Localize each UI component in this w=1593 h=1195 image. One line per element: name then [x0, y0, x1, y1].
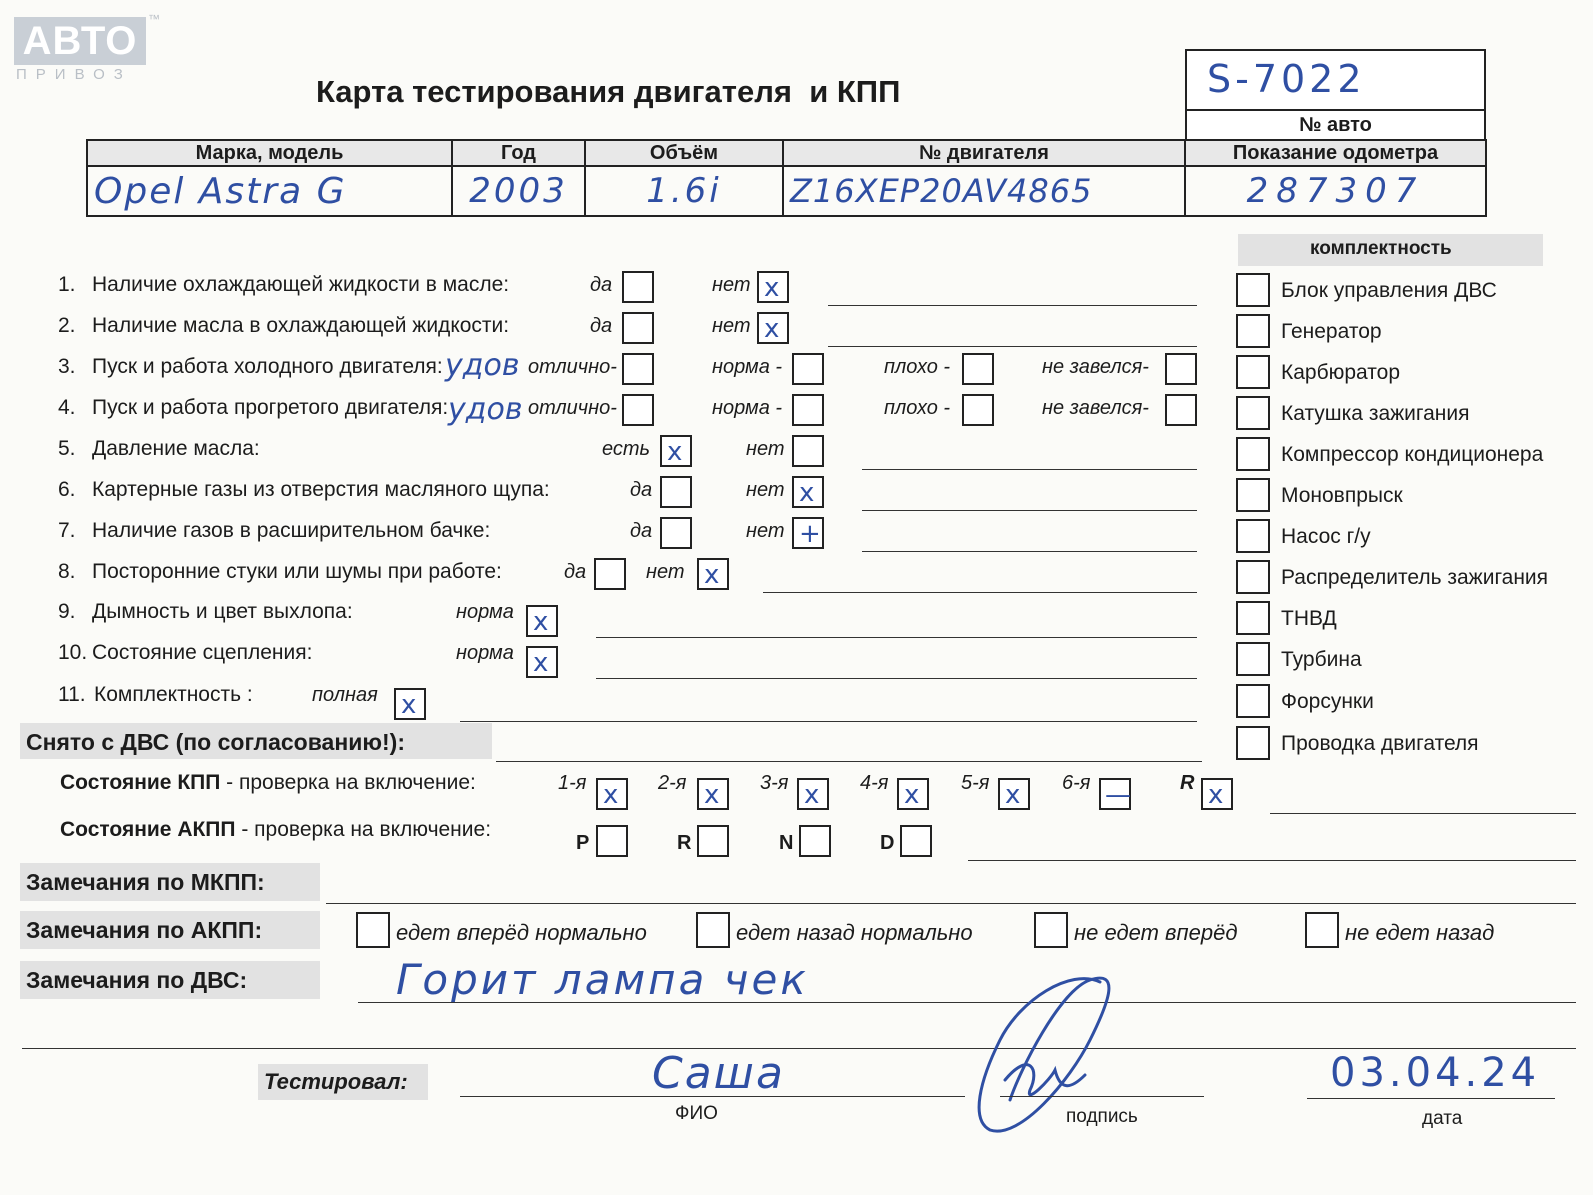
odometer-value: 287307: [1246, 171, 1425, 211]
check-3-normal-box[interactable]: [792, 353, 824, 385]
kpp-gear-6-mark: —: [1105, 780, 1131, 810]
check-9-normal-box[interactable]: [526, 605, 558, 637]
check-8-yes-box[interactable]: [594, 558, 626, 590]
check-num-5: 5.: [58, 437, 76, 460]
check-4-opt-bad: плохо -: [884, 397, 951, 419]
check-3-no-start-box[interactable]: [1165, 353, 1197, 385]
check-5-no-box[interactable]: [792, 435, 824, 467]
check-text-8: Посторонние стуки или шумы при работе:: [92, 560, 502, 583]
kpp-gear-r-box[interactable]: [1201, 778, 1233, 810]
akpp-label-rest: - проверка на включение:: [235, 818, 492, 841]
logo: [14, 17, 146, 65]
check-text-1: Наличие охлаждающей жидкости в масле:: [92, 273, 510, 296]
auto-number-box: [1185, 49, 1486, 141]
fio-label: ФИО: [675, 1103, 718, 1124]
akpp-label-bold: Состояние АКПП: [60, 818, 236, 841]
remarks-dvs-label: Замечания по ДВС:: [26, 967, 248, 993]
kpp-gear-r: R: [1180, 772, 1195, 794]
check-2-yes-box[interactable]: [622, 312, 654, 344]
kpp-gear-5-mark: x: [1005, 780, 1021, 810]
akpp-no-forward-box[interactable]: [1034, 912, 1068, 948]
check-num-1: 1.: [58, 273, 76, 296]
kpp-gear-1-box[interactable]: [596, 778, 628, 810]
check-1-opt-yes: да: [590, 274, 613, 296]
akpp-forward-ok-box[interactable]: [356, 912, 390, 948]
check-1-opt-no: нет: [712, 274, 751, 296]
check-2-mark: x: [764, 314, 780, 344]
check-7-opt-yes: да: [630, 520, 653, 542]
remarks-mkpp-label: Замечания по МКПП:: [26, 869, 265, 895]
check-11-opt-full: полная: [312, 684, 378, 706]
completeness-box-7[interactable]: [1236, 519, 1270, 553]
check-10-normal-box[interactable]: [526, 646, 558, 678]
engine-no-value: Z16XEP20AV4865: [790, 172, 1093, 210]
page-title: Карта тестирования двигателя и КПП: [316, 74, 901, 109]
completeness-box-10[interactable]: [1236, 642, 1270, 676]
check-text-10: Состояние сцепления:: [92, 641, 313, 664]
check-num-9: 9.: [58, 600, 76, 623]
akpp-label: [60, 818, 491, 842]
kpp-gear-3: 3-я: [760, 772, 789, 794]
check-4-no-start-box[interactable]: [1165, 394, 1197, 426]
header-volume: Объём: [585, 140, 783, 166]
akpp-p-box[interactable]: [596, 825, 628, 857]
check-3-bad-box[interactable]: [962, 353, 994, 385]
check-3-opt-excellent: отлично-: [528, 356, 617, 378]
kpp-gear-5-box[interactable]: [998, 778, 1030, 810]
tester-name: Саша: [652, 1048, 785, 1099]
kpp-gear-3-box[interactable]: [797, 778, 829, 810]
check-8-no-box[interactable]: [697, 558, 729, 590]
akpp-forward-ok: едет вперёд нормально: [396, 920, 647, 945]
check-num-11: 11.: [58, 683, 86, 706]
check-6-opt-yes: да: [630, 479, 653, 501]
removed-label: Снято с ДВС (по согласованию!):: [26, 729, 405, 755]
make-model-value: Opel Astra G: [94, 170, 347, 212]
date-label: дата: [1422, 1108, 1463, 1129]
check-6-yes-box[interactable]: [660, 476, 692, 508]
remarks-dvs-note: Горит лампа чек: [396, 955, 809, 1004]
check-11-mark: x: [401, 690, 417, 720]
header-make-model: Марка, модель: [87, 140, 452, 166]
completeness-box-5[interactable]: [1236, 437, 1270, 471]
akpp-r-box[interactable]: [697, 825, 729, 857]
check-3-opt-bad: плохо -: [884, 356, 951, 378]
akpp-d-box[interactable]: [900, 825, 932, 857]
logo-subtext: ПРИВОЗ: [16, 66, 132, 83]
check-text-5: Давление масла:: [92, 437, 260, 460]
check-text-4: Пуск и работа прогретого двигателя:: [92, 396, 449, 419]
check-num-2: 2.: [58, 314, 76, 337]
akpp-pos-d: D: [880, 832, 895, 854]
check-4-bad-box[interactable]: [962, 394, 994, 426]
check-4-excellent-box[interactable]: [622, 394, 654, 426]
kpp-gear-3-mark: x: [804, 780, 820, 810]
check-9-mark: x: [533, 607, 549, 637]
check-5-opt-no: нет: [746, 438, 785, 460]
header-year: Год: [452, 140, 585, 166]
completeness-box-1[interactable]: [1236, 273, 1270, 307]
check-7-no-box[interactable]: [792, 517, 824, 549]
akpp-pos-n: N: [779, 832, 794, 854]
kpp-gear-4: 4-я: [860, 772, 889, 794]
kpp-label: [60, 771, 476, 795]
completeness-item-6: Моновпрыск: [1281, 484, 1403, 507]
check-5-mark: x: [667, 437, 683, 467]
completeness-item-7: Насос г/у: [1281, 525, 1371, 548]
completeness-box-4[interactable]: [1236, 396, 1270, 430]
check-7-mark: +: [799, 519, 821, 549]
kpp-gear-r-mark: x: [1208, 780, 1224, 810]
logo-tm: ™: [148, 12, 160, 26]
check-3-note: удов: [445, 348, 520, 383]
check-4-opt-excellent: отлично-: [528, 397, 617, 419]
check-6-mark: x: [799, 478, 815, 508]
year-value: 2003: [469, 171, 568, 211]
check-num-10: 10.: [58, 641, 88, 664]
completeness-box-9[interactable]: [1236, 601, 1270, 635]
completeness-item-2: Генератор: [1281, 320, 1382, 343]
completeness-item-11: Форсунки: [1281, 690, 1374, 713]
kpp-label-bold: Состояние КПП: [60, 771, 221, 794]
check-1-mark: x: [764, 273, 780, 303]
akpp-reverse-ok-box[interactable]: [696, 912, 730, 948]
check-num-3: 3.: [58, 355, 76, 378]
test-date: 03.04.24: [1330, 1050, 1541, 1096]
check-3-opt-no-start: не завелся-: [1042, 356, 1149, 378]
kpp-label-rest: - проверка на включение:: [220, 771, 476, 794]
header-odometer: Показание одометра: [1185, 140, 1486, 166]
check-4-opt-normal: норма -: [712, 397, 783, 419]
kpp-gear-4-mark: x: [904, 780, 920, 810]
check-4-opt-no-start: не завелся-: [1042, 397, 1149, 419]
completeness-item-4: Катушка зажигания: [1281, 402, 1470, 425]
kpp-gear-6-box[interactable]: [1099, 778, 1131, 810]
completeness-box-12[interactable]: [1236, 726, 1270, 760]
kpp-gear-1: 1-я: [558, 772, 587, 794]
akpp-reverse-ok: едет назад нормально: [736, 920, 973, 945]
check-3-excellent-box[interactable]: [622, 353, 654, 385]
check-2-no-box[interactable]: [757, 312, 789, 344]
kpp-gear-1-mark: x: [603, 780, 619, 810]
volume-value: 1.6i: [646, 171, 722, 211]
check-8-opt-no: нет: [646, 561, 685, 583]
completeness-box-2[interactable]: [1236, 314, 1270, 348]
completeness-item-5: Компрессор кондиционера: [1281, 443, 1544, 466]
check-text-11: Комплектность :: [94, 683, 253, 706]
check-8-mark: x: [704, 560, 720, 590]
check-text-9: Дымность и цвет выхлопа:: [92, 600, 353, 623]
check-9-opt-normal: норма: [456, 601, 514, 623]
check-7-yes-box[interactable]: [660, 517, 692, 549]
check-3-opt-normal: норма -: [712, 356, 783, 378]
check-2-opt-yes: да: [590, 315, 613, 337]
check-1-no-box[interactable]: [757, 271, 789, 303]
tested-label: Тестировал:: [264, 1069, 408, 1094]
logo-text: АВТО: [22, 19, 138, 63]
check-11-full-box[interactable]: [394, 688, 426, 720]
completeness-title: комплектность: [1310, 238, 1452, 259]
completeness-box-6[interactable]: [1236, 478, 1270, 512]
completeness-item-9: ТНВД: [1281, 607, 1337, 630]
kpp-gear-4-box[interactable]: [897, 778, 929, 810]
check-4-note: удов: [448, 392, 523, 427]
akpp-no-reverse-box[interactable]: [1305, 912, 1339, 948]
completeness-item-12: Проводка двигателя: [1281, 732, 1479, 755]
check-6-opt-no: нет: [746, 479, 785, 501]
check-text-7: Наличие газов в расширительном бачке:: [92, 519, 491, 542]
completeness-item-10: Турбина: [1281, 648, 1362, 671]
check-num-8: 8.: [58, 560, 76, 583]
header-engine-no: № двигателя: [783, 140, 1185, 166]
check-1-yes-box[interactable]: [622, 271, 654, 303]
check-8-opt-yes: да: [564, 561, 587, 583]
remarks-akpp-label: Замечания по АКПП:: [26, 917, 263, 943]
check-num-7: 7.: [58, 519, 76, 542]
completeness-box-3[interactable]: [1236, 355, 1270, 389]
check-5-yes-box[interactable]: [660, 435, 692, 467]
auto-number-value: S-7022: [1207, 57, 1366, 101]
check-num-6: 6.: [58, 478, 76, 501]
akpp-no-forward: не едет вперёд: [1074, 920, 1238, 945]
auto-number-label: № авто: [1299, 114, 1372, 136]
check-num-4: 4.: [58, 396, 76, 419]
check-text-3: Пуск и работа холодного двигателя:: [92, 355, 443, 378]
check-10-mark: x: [533, 648, 549, 678]
check-5-opt-yes: есть: [602, 438, 651, 460]
check-4-normal-box[interactable]: [792, 394, 824, 426]
kpp-gear-2-box[interactable]: [697, 778, 729, 810]
check-text-6: Картерные газы из отверстия масляного щупа:: [92, 478, 550, 501]
check-7-opt-no: нет: [746, 520, 785, 542]
check-6-no-box[interactable]: [792, 476, 824, 508]
kpp-gear-2-mark: x: [704, 780, 720, 810]
vehicle-table: [86, 139, 1487, 217]
akpp-no-reverse: не едет назад: [1345, 920, 1495, 945]
kpp-gear-2: 2-я: [658, 772, 687, 794]
check-10-opt-normal: норма: [456, 642, 514, 664]
completeness-box-11[interactable]: [1236, 684, 1270, 718]
signature-label: подпись: [1066, 1106, 1138, 1127]
completeness-box-8[interactable]: [1236, 560, 1270, 594]
akpp-n-box[interactable]: [799, 825, 831, 857]
check-2-opt-no: нет: [712, 315, 751, 337]
completeness-item-3: Карбюратор: [1281, 361, 1401, 384]
check-text-2: Наличие масла в охлаждающей жидкости:: [92, 314, 510, 337]
akpp-pos-r: R: [677, 832, 692, 854]
completeness-item-1: Блок управления ДВС: [1281, 279, 1497, 302]
completeness-item-8: Распределитель зажигания: [1281, 566, 1549, 589]
kpp-gear-6: 6-я: [1062, 772, 1091, 794]
akpp-pos-p: P: [576, 832, 590, 854]
kpp-gear-5: 5-я: [961, 772, 990, 794]
